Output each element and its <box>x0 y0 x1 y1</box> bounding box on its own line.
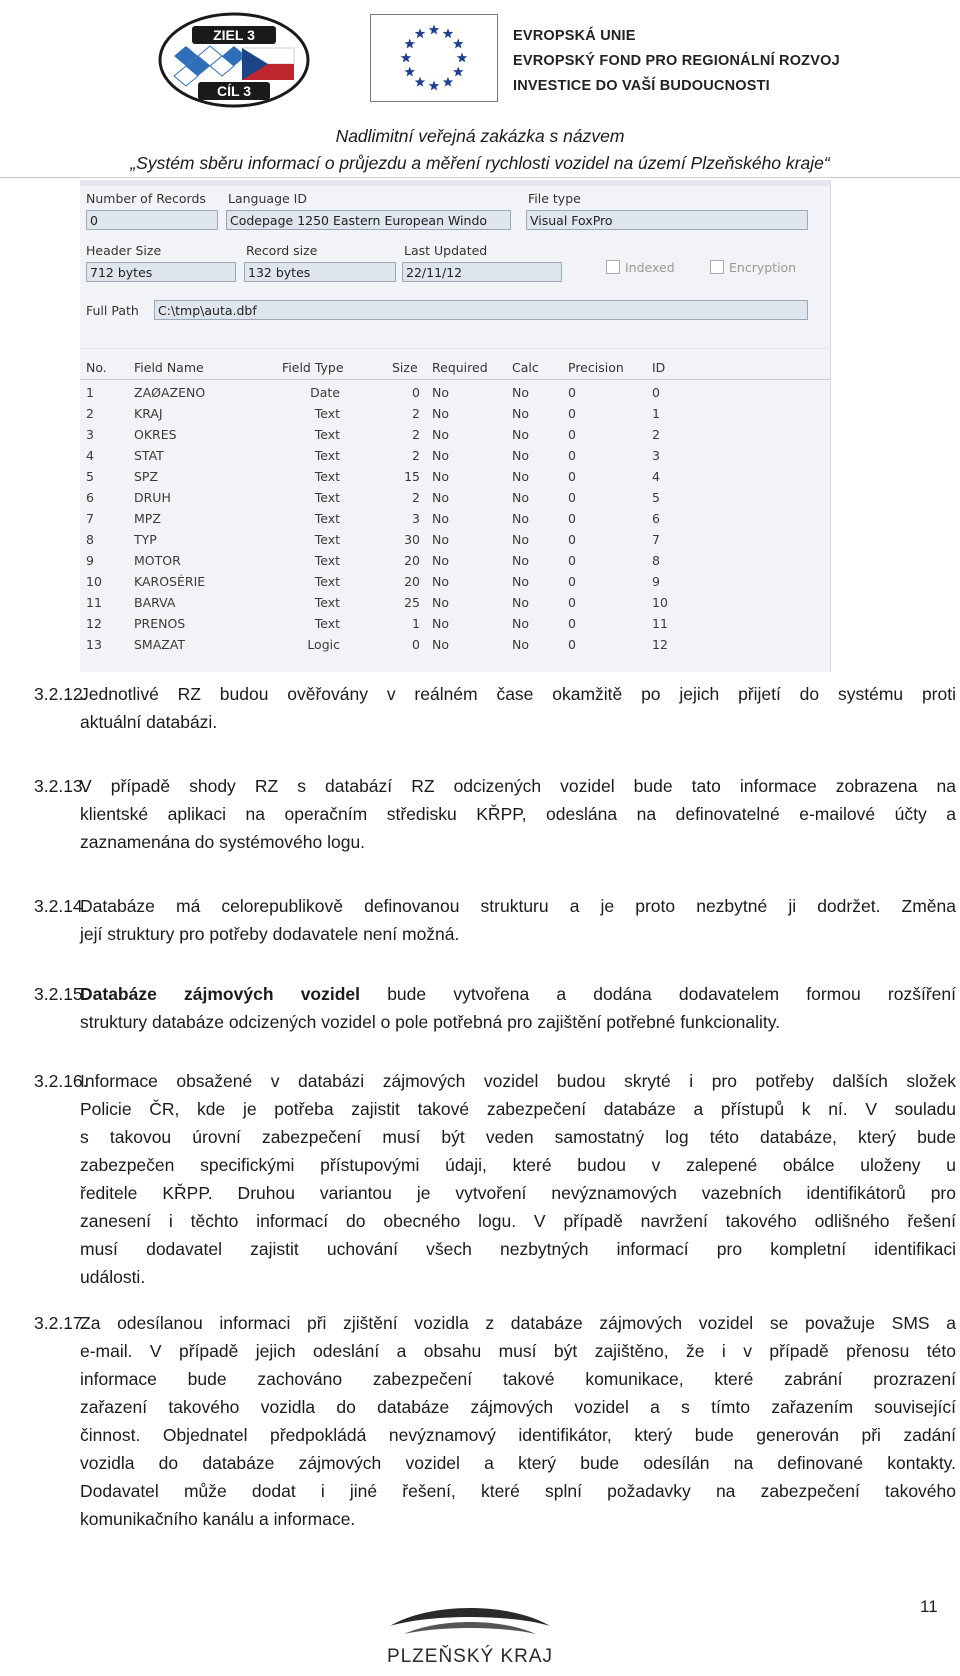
last-updated-label: Last Updated <box>404 243 488 258</box>
table-cell: 15 <box>404 469 420 484</box>
indexed-label: Indexed <box>625 260 675 275</box>
text-line: musí dodavatel zajistit uchování všech nezbytných informací pro kompletní identifikaci <box>80 1239 956 1259</box>
table-cell: 7 <box>652 532 660 547</box>
header-size-field[interactable]: 712 bytes <box>86 262 236 282</box>
table-cell: No <box>432 448 449 463</box>
table-cell: STAT <box>134 448 164 463</box>
plzensky-kraj-logo-text: PLZEŇSKÝ KRAJ <box>386 1646 554 1667</box>
text-line: zanesení i těchto informací do obecného logu. V případě navržení takového odlišného řešení <box>80 1211 956 1231</box>
table-cell: 0 <box>568 595 576 610</box>
full-path-field[interactable]: C:\tmp\auta.dbf <box>154 300 808 320</box>
text-line: zaznamenána do systémového logu. <box>80 832 366 852</box>
table-row[interactable] <box>80 509 830 530</box>
table-cell: 0 <box>568 574 576 589</box>
language-id-field[interactable]: Codepage 1250 Eastern European Windo <box>226 210 511 230</box>
section-text-3-2-17 <box>80 1309 956 1533</box>
table-row[interactable] <box>80 530 830 551</box>
table-cell: 2 <box>412 490 420 505</box>
number-of-records-label: Number of Records <box>86 191 206 206</box>
tender-title-line2: „Systém sběru informací o průjezdu a měření rychlosti vozidel na území Plzeňského kraje“ <box>130 153 830 173</box>
table-cell: 0 <box>412 637 420 652</box>
file-type-field[interactable]: Visual FoxPro <box>526 210 808 230</box>
table-cell: 0 <box>568 469 576 484</box>
table-cell: 0 <box>652 385 660 400</box>
table-cell: 3 <box>86 427 94 442</box>
section-number-3-2-15: 3.2.15. <box>34 984 88 1004</box>
col-size: Size <box>392 360 418 375</box>
encryption-checkbox[interactable] <box>710 260 796 275</box>
table-cell: Text <box>314 532 340 547</box>
encryption-label: Encryption <box>729 260 797 275</box>
table-cell: 6 <box>652 511 660 526</box>
eu-line-3: INVESTICE DO VAŠÍ BUDOUCNOSTI <box>513 78 770 94</box>
table-cell: BARVA <box>134 595 176 610</box>
table-cell: 0 <box>412 385 420 400</box>
full-path-label: Full Path <box>86 303 139 318</box>
table-cell: 11 <box>86 595 102 610</box>
language-id-label: Language ID <box>228 191 307 206</box>
table-cell: Text <box>314 427 340 442</box>
table-row[interactable] <box>80 635 830 656</box>
table-cell: No <box>512 637 529 652</box>
table-cell: 1 <box>652 406 660 421</box>
table-row[interactable] <box>80 572 830 593</box>
table-cell: 8 <box>652 553 660 568</box>
section-number-3-2-12: 3.2.12. <box>34 684 88 704</box>
table-cell: 11 <box>652 616 668 631</box>
table-cell: No <box>432 490 449 505</box>
section-number-3-2-14: 3.2.14. <box>34 896 88 916</box>
table-cell: ZAØAZENO <box>134 385 206 400</box>
table-cell: No <box>512 511 529 526</box>
text-line: ředitele KŘPP. Druhou variantou je vytvoření nevýznamových vazebních identifikátorů pro <box>80 1183 956 1203</box>
col-id: ID <box>652 360 666 375</box>
table-cell: Text <box>314 553 340 568</box>
section-text-3-2-15 <box>80 980 956 1036</box>
table-cell: PRENOS <box>134 616 186 631</box>
text-line: struktury databáze odcizených vozidel o pole potřebná pro zajištění potřebné funkcionality. <box>80 1012 781 1032</box>
text-line: vozidla do databáze zájmových vozidel a který bude odesílán na definované kontakty. <box>80 1453 956 1473</box>
table-row[interactable] <box>80 488 830 509</box>
table-cell: 13 <box>86 637 102 652</box>
text-line: Za odesílanou informaci při zjištění vozidla z databáze zájmových vozidel se považuje SMS a <box>80 1313 956 1333</box>
table-cell: No <box>512 469 529 484</box>
table-cell: 20 <box>404 574 420 589</box>
table-cell: No <box>432 406 449 421</box>
col-precision: Precision <box>568 360 624 375</box>
table-cell: No <box>432 532 449 547</box>
table-row[interactable] <box>80 425 830 446</box>
section-number-3-2-13: 3.2.13. <box>34 776 88 796</box>
table-cell: 2 <box>652 427 660 442</box>
table-cell: No <box>432 574 449 589</box>
section-text-3-2-16 <box>80 1067 956 1291</box>
table-cell: KRAJ <box>134 406 163 421</box>
table-cell: 2 <box>412 406 420 421</box>
text-line: aktuální databázi. <box>80 712 218 732</box>
table-cell: 9 <box>652 574 660 589</box>
page-header <box>0 0 960 178</box>
table-cell: 0 <box>568 490 576 505</box>
table-cell: 10 <box>86 574 102 589</box>
last-updated-field[interactable]: 22/11/12 <box>402 262 562 282</box>
section-number-3-2-17: 3.2.17. <box>34 1313 88 1333</box>
table-cell: No <box>512 385 529 400</box>
table-cell: Text <box>314 511 340 526</box>
table-cell: 6 <box>86 490 94 505</box>
table-row[interactable] <box>80 383 830 404</box>
table-cell: No <box>432 469 449 484</box>
text-line: její struktury pro potřeby dodavatele není možná. <box>80 924 460 944</box>
number-of-records-field[interactable]: 0 <box>86 210 218 230</box>
dbf-structure-screenshot <box>80 180 831 672</box>
text-line: informace bude zachováno zabezpečení takové komunikace, které zabrání prozrazení <box>80 1369 956 1389</box>
table-cell: 1 <box>86 385 94 400</box>
field-table-header <box>80 358 830 380</box>
table-cell: Text <box>314 469 340 484</box>
field-table <box>80 358 830 656</box>
table-cell: 12 <box>652 637 668 652</box>
table-cell: 2 <box>86 406 94 421</box>
table-cell: 0 <box>568 616 576 631</box>
table-cell: No <box>432 616 449 631</box>
text-line: Informace obsažené v databázi zájmových vozidel budou skryté i pro potřeby dalších složek <box>80 1071 956 1091</box>
table-cell: 20 <box>404 553 420 568</box>
encryption-checkbox-box[interactable] <box>710 260 724 274</box>
table-cell: 5 <box>86 469 94 484</box>
section-text-3-2-12 <box>80 680 956 736</box>
table-cell: 0 <box>568 553 576 568</box>
table-cell: 0 <box>568 427 576 442</box>
col-field-name: Field Name <box>134 360 204 375</box>
table-cell: Text <box>314 490 340 505</box>
eu-line-2: EVROPSKÝ FOND PRO REGIONÁLNÍ ROZVOJ <box>513 53 840 69</box>
table-cell: No <box>512 595 529 610</box>
col-no: No. <box>86 360 107 375</box>
table-row[interactable] <box>80 614 830 635</box>
tender-title-line1: Nadlimitní veřejná zakázka s názvem <box>335 126 625 146</box>
table-cell: Text <box>314 574 340 589</box>
table-cell: DRUH <box>134 490 171 505</box>
text-line: klientské aplikaci na operačním středisku KŘPP, odeslána na definovatelné e-mailové účty a <box>80 804 956 824</box>
table-cell: No <box>432 637 449 652</box>
table-cell: 30 <box>404 532 420 547</box>
ziel-logo-line1: ZIEL 3 <box>213 27 255 43</box>
indexed-checkbox[interactable] <box>606 260 675 275</box>
table-cell: No <box>432 595 449 610</box>
ziel-logo-line2: CÍL 3 <box>217 83 251 99</box>
col-field-type: Field Type <box>282 360 344 375</box>
text-line <box>80 980 956 1008</box>
table-cell: 0 <box>568 385 576 400</box>
eu-fund-text <box>513 24 840 99</box>
table-cell: No <box>512 616 529 631</box>
table-cell: No <box>512 490 529 505</box>
plzensky-kraj-logo <box>360 1604 580 1670</box>
section-number-3-2-16: 3.2.16. <box>34 1071 88 1091</box>
table-cell: Date <box>310 385 340 400</box>
table-cell: No <box>512 574 529 589</box>
table-cell: Logic <box>307 637 340 652</box>
ziel3-cil3-logo <box>158 12 310 108</box>
bold-term: Databáze zájmových vozidel <box>80 984 361 1004</box>
table-cell: No <box>432 511 449 526</box>
table-cell: 2 <box>412 427 420 442</box>
panel-top-strip <box>80 180 830 186</box>
table-cell: No <box>512 448 529 463</box>
text-line: e-mail. V případě jejich odeslání a obsahu musí být zajištěno, že i v případě přenosu této <box>80 1341 956 1361</box>
text-line: s takovou úrovní zabezpečení musí být veden samostatný log této databáze, který bude <box>80 1127 956 1147</box>
header-size-label: Header Size <box>86 243 162 258</box>
text-line: Policie ČR, kde je potřeba zajistit takové zabezpečení databáze a přístupů k ní. V souladu <box>80 1099 956 1119</box>
record-size-field[interactable]: 132 bytes <box>244 262 396 282</box>
page-number: 11 <box>920 1597 938 1616</box>
table-cell: 2 <box>412 448 420 463</box>
section-text-3-2-14 <box>80 892 956 948</box>
table-cell: 7 <box>86 511 94 526</box>
table-cell: 0 <box>568 637 576 652</box>
text-fragment: bude vytvořena a dodána dodavatelem formou rozšíření <box>360 984 956 1004</box>
table-cell: TYP <box>134 532 157 547</box>
table-row[interactable] <box>80 551 830 572</box>
col-required: Required <box>432 360 488 375</box>
file-type-label: File type <box>528 191 581 206</box>
table-row[interactable] <box>80 593 830 614</box>
table-cell: 0 <box>568 406 576 421</box>
table-cell: No <box>432 427 449 442</box>
indexed-checkbox-box[interactable] <box>606 260 620 274</box>
table-cell: 9 <box>86 553 94 568</box>
table-cell: 0 <box>568 532 576 547</box>
table-cell: SMAZAT <box>134 637 186 652</box>
panel-separator <box>80 348 830 349</box>
table-cell: 4 <box>86 448 94 463</box>
text-line: Jednotlivé RZ budou ověřovány v reálném čase okamžitě po jejich přijetí do systému proti <box>80 684 956 704</box>
col-calc: Calc <box>512 360 539 375</box>
table-cell: 4 <box>652 469 660 484</box>
table-cell: No <box>512 553 529 568</box>
table-row[interactable] <box>80 404 830 425</box>
table-cell: 10 <box>652 595 668 610</box>
text-line: komunikačního kanálu a informace. <box>80 1509 356 1529</box>
table-cell: No <box>512 532 529 547</box>
table-cell: KAROSÉRIE <box>134 574 206 589</box>
table-cell: 25 <box>404 595 420 610</box>
text-line: V případě shody RZ s databází RZ odcizených vozidel bude tato informace zobrazena na <box>80 776 956 796</box>
eu-line-1: EVROPSKÁ UNIE <box>513 28 636 44</box>
table-row[interactable] <box>80 446 830 467</box>
text-line: zabezpečen specifickými přístupovými údaji, které budou v zalepené obálce uloženy u <box>80 1155 956 1175</box>
table-cell: 3 <box>412 511 420 526</box>
table-cell: Text <box>314 448 340 463</box>
field-table-body <box>80 383 830 656</box>
table-row[interactable] <box>80 467 830 488</box>
section-text-3-2-13 <box>80 772 956 856</box>
table-cell: MOTOR <box>134 553 181 568</box>
table-cell: 0 <box>568 511 576 526</box>
text-line: Dodavatel může dodat i jiné řešení, které splní požadavky na zabezpečení takového <box>80 1481 956 1501</box>
text-line: zařazení takového vozidla do databáze zájmových vozidel a s tímto zařazením související <box>80 1397 956 1417</box>
table-cell: Text <box>314 595 340 610</box>
table-cell: 8 <box>86 532 94 547</box>
table-cell: 5 <box>652 490 660 505</box>
table-cell: No <box>432 553 449 568</box>
table-cell: 0 <box>568 448 576 463</box>
eu-flag-logo <box>370 14 498 102</box>
table-cell: No <box>512 427 529 442</box>
record-size-label: Record size <box>246 243 318 258</box>
text-line: Databáze má celorepublikově definovanou strukturu a je proto nezbytné ji dodržet. Změna <box>80 896 956 916</box>
table-cell: 1 <box>412 616 420 631</box>
text-line: činnost. Objednatel předpokládá nevýznamový identifikátor, který bude generován při zadání <box>80 1425 956 1445</box>
table-cell: OKRES <box>134 427 177 442</box>
table-cell: No <box>512 406 529 421</box>
table-cell: No <box>432 385 449 400</box>
table-cell: Text <box>314 616 340 631</box>
czech-flag <box>242 48 294 80</box>
table-cell: MPZ <box>134 511 161 526</box>
text-line: události. <box>80 1267 146 1287</box>
table-cell: SPZ <box>134 469 159 484</box>
table-cell: Text <box>314 406 340 421</box>
table-cell: 3 <box>652 448 660 463</box>
header-divider <box>0 177 960 178</box>
table-cell: 12 <box>86 616 102 631</box>
